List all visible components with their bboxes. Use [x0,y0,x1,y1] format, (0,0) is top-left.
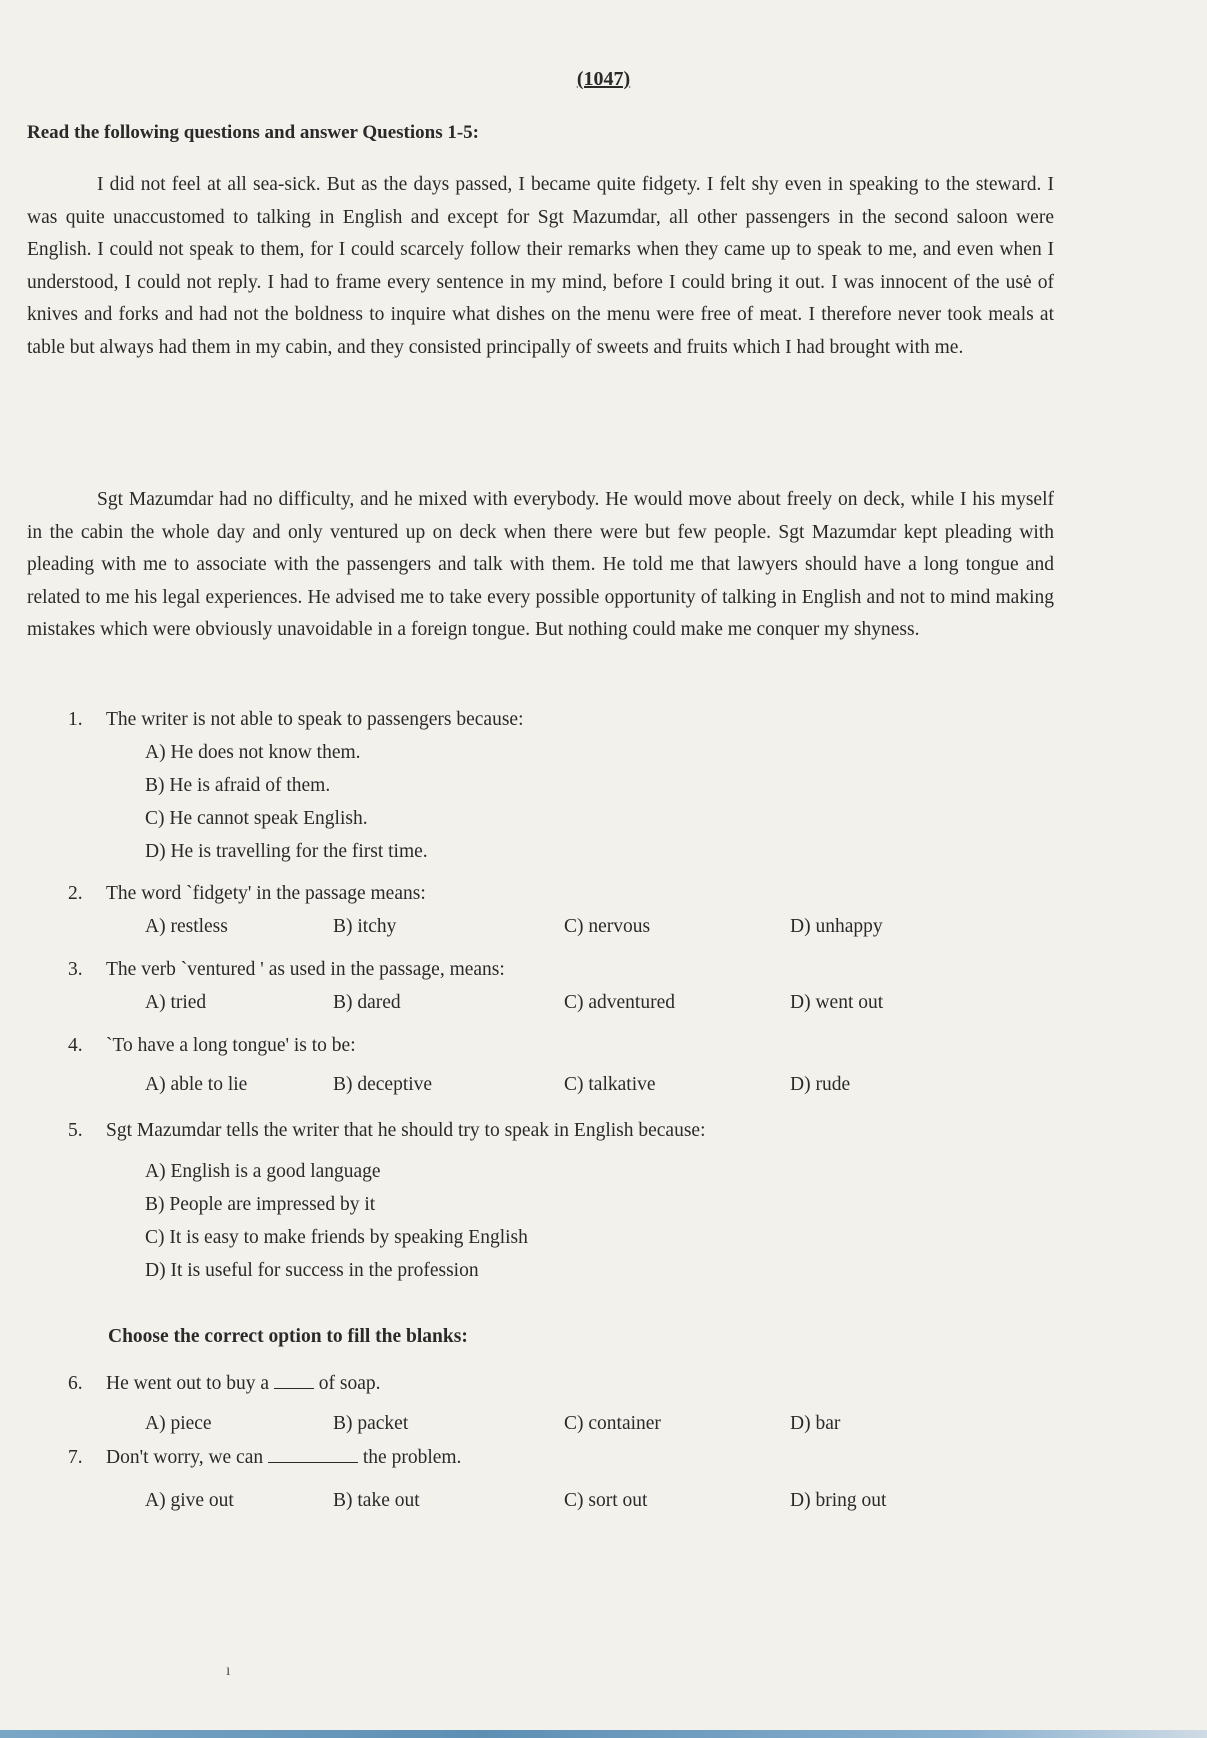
question-number: 3. [68,959,83,980]
scan-edge-bar [0,1730,1207,1738]
option-4c[interactable]: C) talkative [564,1074,656,1095]
option-7a[interactable]: A) give out [145,1490,234,1511]
option-7d[interactable]: D) bring out [790,1490,887,1511]
text-before-blank: Don't worry, we can [106,1447,264,1468]
option-3d[interactable]: D) went out [790,992,884,1013]
question-text: The verb `ventured ' as used in the passage, means: [106,959,505,980]
option-5b[interactable]: B) People are impressed by it [145,1194,376,1215]
section-instruction: Read the following questions and answer Questions 1-5: [27,122,480,143]
passage-paragraph-1: I did not feel at all sea-sick. But as the days passed, I became quite fidgety. I felt shy even in speaking to the steward. I was quite unaccustomed to talking in English and except for Sgt Mazumdar, all other passengers in the second saloon were English. I could not speak to them, for I could scarcely follow their remarks when they came up to speak to me, and even when I understood, I could not reply. I had to frame every sentence in my mind, before I could bring it out. I was innocent of the usė of knives and forks and had not the boldness to inquire what dishes on the menu were free of meat. I therefore never took meals at table but always had them in my cabin, and they consisted principally of sweets and fruits which I had brought with me. [27,174,1054,358]
question-text: Sgt Mazumdar tells the writer that he should try to speak in English because: [106,1120,706,1141]
text-after-blank: the problem. [362,1447,462,1468]
option-2b[interactable]: B) itchy [333,916,397,937]
option-7b[interactable]: B) take out [333,1490,420,1511]
option-2d[interactable]: D) unhappy [790,916,883,937]
question-text: The word `fidgety' in the passage means: [106,883,426,904]
option-5a[interactable]: A) English is a good language [145,1161,381,1182]
question-number: 7. [68,1447,83,1468]
option-6a[interactable]: A) piece [145,1413,212,1434]
passage-paragraph-2: Sgt Mazumdar had no difficulty, and he mixed with everybody. He would move about freely on deck, while I his myself in the cabin the whole day and only ventured up on deck when there were but few people. Sgt Mazumdar kept pleading with pleading with me to associate with the passengers and talk with them. He told me that lawyers should have a long tongue and related to me his legal experiences. He advised me to take every possible opportunity of talking in English and not to mind making mistakes which were obviously unavoidable in a foreign tongue. But nothing could make me conquer my shyness. [27,489,1054,640]
question-number: 2. [68,883,83,904]
option-4a[interactable]: A) able to lie [145,1074,248,1095]
option-1b[interactable]: B) He is afraid of them. [145,775,331,796]
answer-blank[interactable] [274,1374,314,1389]
option-2a[interactable]: A) restless [145,916,228,937]
option-1c[interactable]: C) He cannot speak English. [145,808,368,829]
page-mark: ı [226,1662,231,1679]
question-number: 6. [68,1373,83,1394]
text-before-blank: He went out to buy a [106,1373,270,1394]
option-1d[interactable]: D) He is travelling for the first time. [145,841,428,862]
option-3c[interactable]: C) adventured [564,992,676,1013]
fill-instruction: Choose the correct option to fill the blanks: [108,1326,468,1347]
option-6b[interactable]: B) packet [333,1413,409,1434]
option-2c[interactable]: C) nervous [564,916,651,937]
question-number: 1. [68,709,83,730]
paper-code: (1047) [576,68,631,90]
option-5d[interactable]: D) It is useful for success in the profession [145,1260,479,1281]
question-text [106,1373,381,1395]
option-1a[interactable]: A) He does not know them. [145,742,361,763]
option-5c[interactable]: C) It is easy to make friends by speaking English [145,1227,528,1248]
option-6c[interactable]: C) container [564,1413,661,1434]
option-6d[interactable]: D) bar [790,1413,841,1434]
answer-blank[interactable] [268,1448,358,1463]
option-3a[interactable]: A) tried [145,992,207,1013]
text-after-blank: of soap. [318,1373,381,1394]
option-7c[interactable]: C) sort out [564,1490,648,1511]
question-text: `To have a long tongue' is to be: [106,1035,356,1056]
option-4d[interactable]: D) rude [790,1074,851,1095]
question-text: The writer is not able to speak to passengers because: [106,709,524,730]
question-number: 5. [68,1120,83,1141]
question-text [106,1447,461,1469]
option-4b[interactable]: B) deceptive [333,1074,433,1095]
option-3b[interactable]: B) dared [333,992,401,1013]
question-number: 4. [68,1035,83,1056]
